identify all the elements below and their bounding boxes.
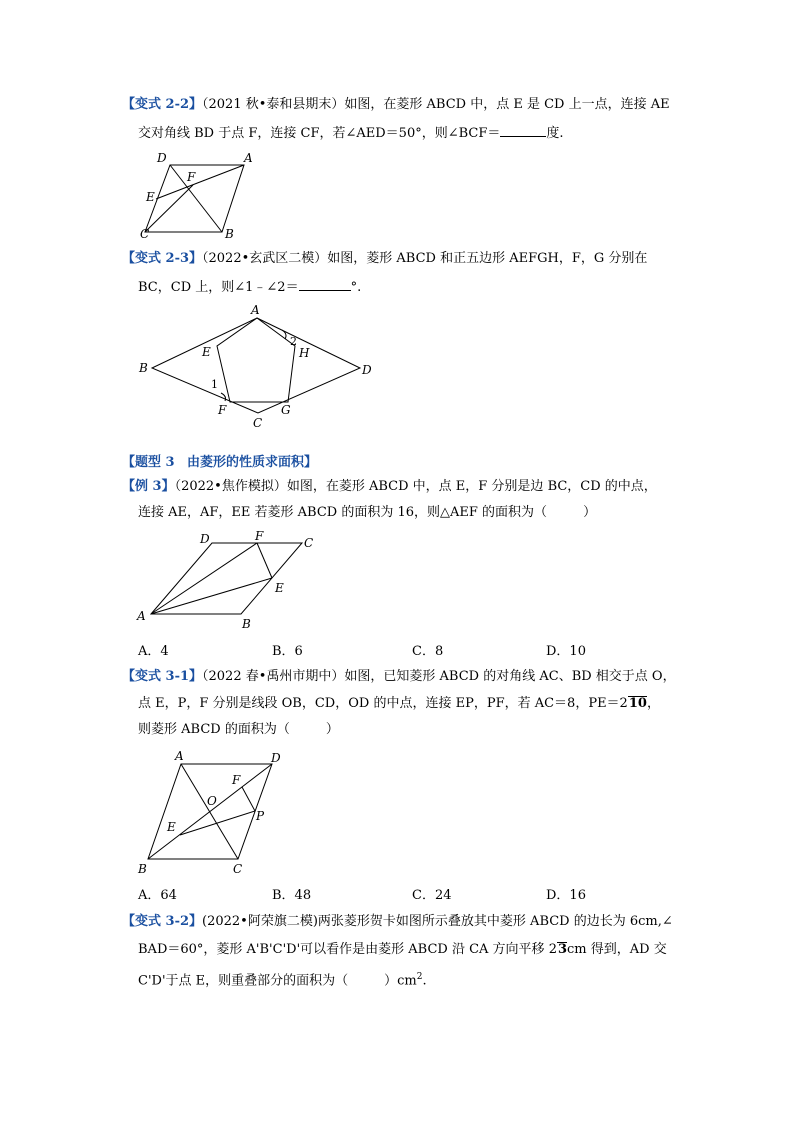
q22-text2b: 度. <box>546 126 564 141</box>
q31-source: （2022 春•禹州市期中） <box>202 669 345 684</box>
q23-angle1-arc <box>221 393 226 401</box>
q31-diagonal-bd <box>148 764 272 859</box>
q31-option-a[interactable]: A．64 <box>138 888 177 903</box>
q31-text3b: ） <box>325 722 339 737</box>
q31-label-p: P <box>256 809 265 823</box>
q23-label-d: D <box>362 363 372 377</box>
ex3-text2a: 连接 AE，AF，EE 若菱形 ABCD 的面积为 16，则△AEF 的面积为（ <box>138 505 548 520</box>
type3-heading <box>122 454 317 472</box>
q23-label-e: E <box>202 345 211 359</box>
ex3-rhombus <box>151 543 302 614</box>
q31-label-d: D <box>271 751 281 765</box>
q31-option-d[interactable]: D．16 <box>546 888 586 903</box>
q32-line1 <box>122 913 673 931</box>
q31-label-a: A <box>175 749 184 763</box>
q22-label-a: A <box>244 151 253 165</box>
q32-text3b: ）cm <box>384 973 417 989</box>
q31-label-f: F <box>232 773 241 787</box>
q31-line1 <box>122 668 676 686</box>
q31-tag: 【变式 3-1】 <box>122 669 203 684</box>
q23-answer-blank[interactable] <box>299 278 351 291</box>
q32-source: (2022•阿荣旗二模) <box>202 914 318 929</box>
q22-diagonal-bd <box>170 165 222 232</box>
q31-label-e: E <box>167 820 176 834</box>
ex3-label-b: B <box>242 617 251 631</box>
q22-label-b: B <box>225 227 234 241</box>
q31-text2b: ， <box>646 696 660 711</box>
q23-rhombus <box>152 318 360 413</box>
q22-label-c: C <box>140 227 150 241</box>
ex3-source: （2022•焦作模拟） <box>174 479 287 494</box>
ex3-segment-af <box>151 543 257 614</box>
q23-label-g: G <box>281 403 291 417</box>
q22-line2 <box>138 124 564 143</box>
q22-line1 <box>122 96 670 114</box>
q31-rhombus <box>148 764 272 859</box>
q23-pentagon <box>217 318 295 402</box>
q31-label-o: O <box>207 794 217 808</box>
q31-segment-fp <box>242 787 255 811</box>
q23-line1 <box>122 250 647 268</box>
q31-line3 <box>138 721 339 739</box>
q31-text3a: 则菱形 ABCD 的面积为（ <box>138 722 290 737</box>
q22-label-e: E <box>146 190 155 204</box>
q32-text2b: cm 得到，AD 交 <box>567 942 667 957</box>
ex3-tag: 【例 3】 <box>122 479 175 494</box>
ex3-text2b: ） <box>583 505 597 520</box>
ex3-label-e: E <box>275 581 284 595</box>
q23-label-b: B <box>139 361 148 375</box>
q32-text2a: BAD＝60°，菱形 A'B'C'D'可以看作是由菱形 ABCD 沿 CA 方向平移 2 <box>138 942 557 957</box>
ex3-option-a[interactable]: A．4 <box>138 644 169 659</box>
q22-answer-blank[interactable] <box>500 124 546 137</box>
q23-text2b: °. <box>350 280 362 295</box>
ex3-label-c: C <box>304 536 314 550</box>
q22-segment-ae <box>156 165 244 199</box>
q23-label-angle2: 2 <box>290 335 297 348</box>
type3-title: 由菱形的性质求面积】 <box>186 455 317 470</box>
ex3-segment-fe <box>257 543 272 578</box>
q23-line2 <box>138 278 361 297</box>
q22-source: （2021 秋•泰和县期末） <box>202 97 345 112</box>
ex3-label-f: F <box>255 529 264 543</box>
q31-label-c: C <box>233 862 243 876</box>
q23-label-angle1: 1 <box>211 378 218 391</box>
ex3-label-d: D <box>200 532 210 546</box>
q32-text3a: C'D'于点 E，则重叠部分的面积为（ <box>138 973 349 989</box>
q32-tag: 【变式 3-2】 <box>122 914 203 929</box>
q23-label-f: F <box>218 403 227 417</box>
q32-line2 <box>138 941 667 959</box>
q31-option-c[interactable]: C．24 <box>412 888 452 903</box>
q22-label-d: D <box>157 151 167 165</box>
q23-label-a: A <box>251 303 260 317</box>
q31-text1: 如图，已知菱形 ABCD 的对角线 AC、BD 相交于点 O， <box>344 669 676 684</box>
q31-diagonal-ac <box>181 764 238 859</box>
ex3-line2 <box>138 504 596 522</box>
q22-text1: 如图，在菱形 ABCD 中，点 E 是 CD 上一点，连接 AE <box>344 97 670 112</box>
q23-text1: 如图，菱形 ABCD 和正五边形 AEFGH，F，G 分别在 <box>327 251 648 266</box>
q23-label-c: C <box>253 416 263 430</box>
q23-label-h: H <box>299 346 310 360</box>
q32-text1: 两张菱形贺卡如图所示叠放其中菱形 ABCD 的边长为 6cm,∠ <box>317 914 673 929</box>
q31-segment-ep <box>180 811 255 835</box>
q32-sqrt-3: 3 <box>557 942 568 957</box>
type3-tag: 【题型 3 <box>122 455 175 470</box>
q31-line2 <box>138 695 660 713</box>
q32-line3 <box>138 968 427 990</box>
ex3-label-a: A <box>137 609 146 623</box>
ex3-text1: 如图，在菱形 ABCD 中，点 E，F 分别是边 BC，CD 的中点， <box>286 479 657 494</box>
ex3-segment-ae <box>151 578 272 614</box>
q23-tag: 【变式 2-3】 <box>122 251 203 266</box>
q22-text2a: 交对角线 BD 于点 F，连接 CF，若∠AED＝50°，则∠BCF＝ <box>138 126 501 141</box>
q31-text2a: 点 E，P，F 分别是线段 OB，CD，OD 的中点，连接 EP，PF，若 AC＝8，PE＝2 <box>138 696 628 711</box>
q23-source: （2022•玄武区二模） <box>202 251 328 266</box>
ex3-option-c[interactable]: C．8 <box>412 644 444 659</box>
q32-text3c: . <box>422 973 427 989</box>
q31-label-b: B <box>138 862 147 876</box>
q22-segment-cf <box>145 185 193 232</box>
ex3-line1 <box>122 478 657 496</box>
q31-sqrt-10: 10 <box>628 696 647 711</box>
q23-text2a: BC，CD 上，则∠1﹣∠2＝ <box>138 280 299 295</box>
q22-tag: 【变式 2-2】 <box>122 97 203 112</box>
q22-label-f: F <box>187 170 196 184</box>
q23-angle2-arc <box>282 330 286 339</box>
q32-unit-exponent: 2 <box>416 972 423 982</box>
q31-option-b[interactable]: B．48 <box>272 888 312 903</box>
ex3-option-b[interactable]: B．6 <box>272 644 303 659</box>
ex3-option-d[interactable]: D．10 <box>546 644 586 659</box>
q22-rhombus <box>145 165 244 232</box>
